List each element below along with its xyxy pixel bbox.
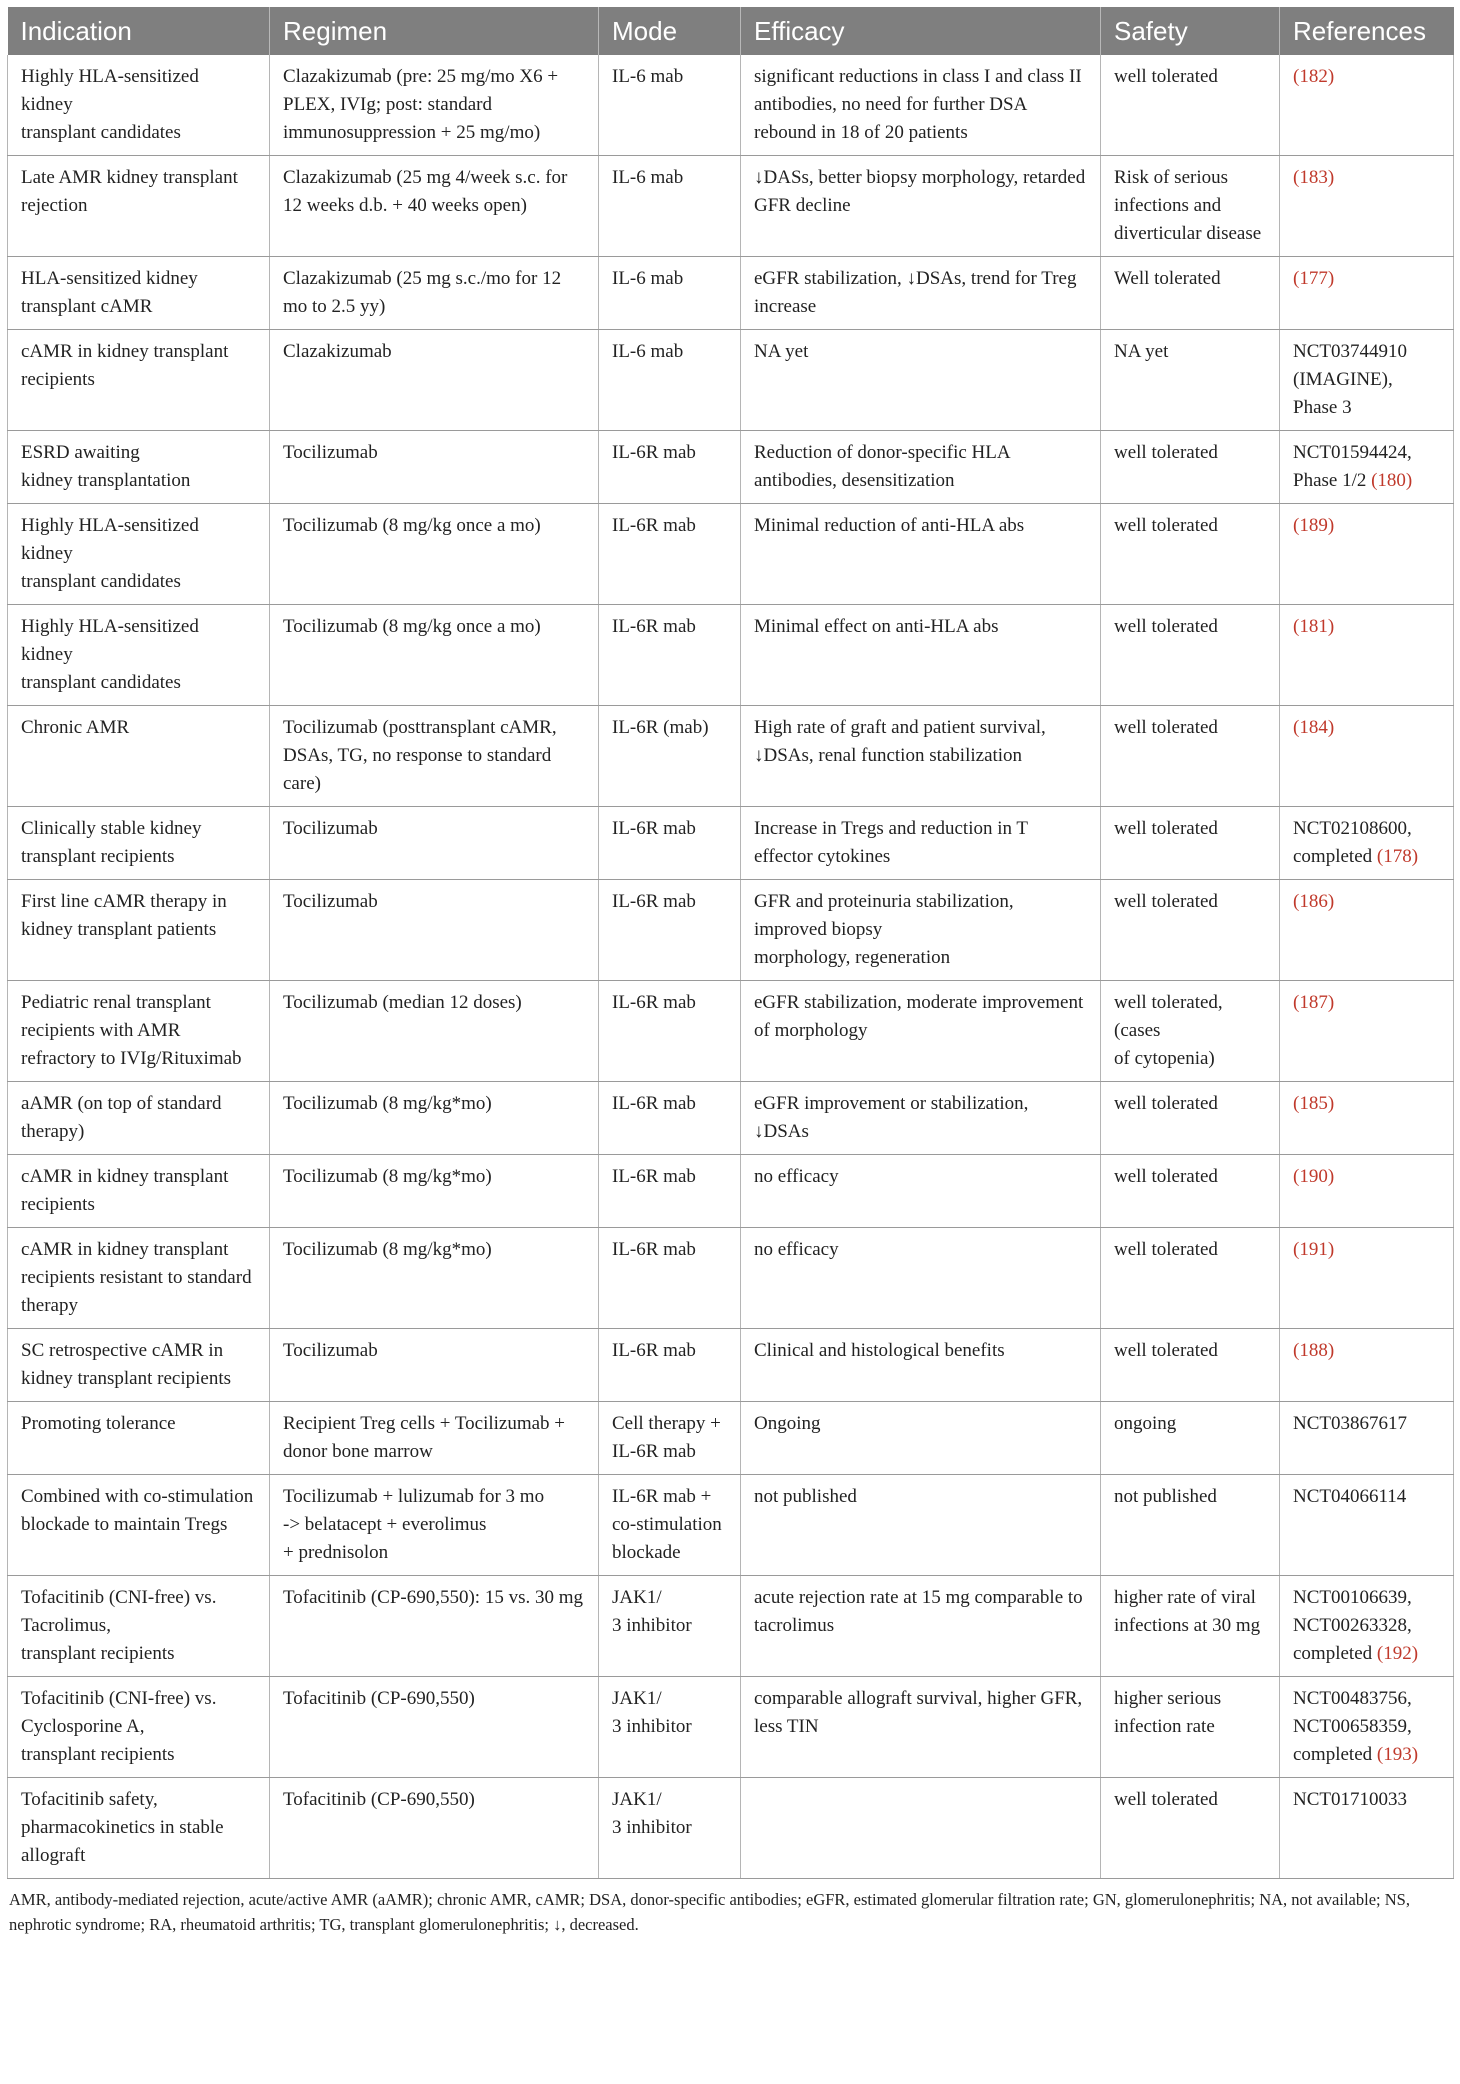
cell-indication: Late AMR kidney transplant rejection: [8, 156, 270, 257]
cell-regimen: Tocilizumab (8 mg/kg once a mo): [270, 605, 599, 706]
cell-indication: Highly HLA-sensitized kidney transplant candidates: [8, 55, 270, 156]
cell-regimen: Tofacitinib (CP-690,550): [270, 1778, 599, 1879]
cell-mode: IL-6R mab: [599, 981, 741, 1082]
header-references: References: [1280, 7, 1454, 55]
cell-references: [1280, 1228, 1454, 1329]
cell-references: [1280, 1576, 1454, 1677]
table-row: [8, 1778, 1454, 1879]
cell-safety: well tolerated: [1101, 1155, 1280, 1228]
cell-mode: IL-6 mab: [599, 55, 741, 156]
cell-regimen: Tofacitinib (CP-690,550): 15 vs. 30 mg: [270, 1576, 599, 1677]
reference-text: NCT00106639, NCT00263328, completed: [1293, 1587, 1412, 1664]
cell-references: [1280, 1402, 1454, 1475]
reference-link[interactable]: (177): [1293, 268, 1335, 289]
cell-safety: well tolerated: [1101, 880, 1280, 981]
cell-indication: Highly HLA-sensitized kidney transplant candidates: [8, 605, 270, 706]
cell-mode: IL-6R mab: [599, 1228, 741, 1329]
reference-text: NCT04066114: [1293, 1486, 1407, 1507]
reference-link[interactable]: (193): [1376, 1744, 1419, 1765]
reference-link[interactable]: (178): [1376, 846, 1419, 867]
cell-mode: IL-6R mab: [599, 1155, 741, 1228]
table-row: [8, 1082, 1454, 1155]
cell-mode: IL-6 mab: [599, 257, 741, 330]
cell-references: [1280, 504, 1454, 605]
cell-regimen: Tocilizumab (8 mg/kg once a mo): [270, 504, 599, 605]
table-footnote: AMR, antibody-mediated rejection, acute/active AMR (aAMR); chronic AMR, cAMR; DSA, donor-specific antibodies; eGFR, estimated glomerular filtration rate; GN, glomerulonephritis; NA, not available; NS, nephrotic syndrome; RA, rheumatoid arthritis; TG, transplant glomerulonephritis; ↓, decreased.: [9, 1890, 1410, 1934]
table-row: [8, 156, 1454, 257]
cell-regimen: Tocilizumab (posttransplant cAMR, DSAs, TG, no response to standard care): [270, 706, 599, 807]
cell-references: [1280, 330, 1454, 431]
table-body: [8, 55, 1454, 1879]
cell-regimen: Tocilizumab (8 mg/kg*mo): [270, 1228, 599, 1329]
cell-indication: cAMR in kidney transplant recipients: [8, 1155, 270, 1228]
cell-references: [1280, 431, 1454, 504]
cell-indication: First line cAMR therapy in kidney transplant patients: [8, 880, 270, 981]
cell-indication: Highly HLA-sensitized kidney transplant candidates: [8, 504, 270, 605]
cell-references: [1280, 1155, 1454, 1228]
cell-references: [1280, 257, 1454, 330]
reference-link[interactable]: (182): [1293, 66, 1335, 87]
cell-safety: well tolerated: [1101, 55, 1280, 156]
cell-indication: cAMR in kidney transplant recipients resistant to standard therapy: [8, 1228, 270, 1329]
cell-references: [1280, 1475, 1454, 1576]
table-row: [8, 1329, 1454, 1402]
cell-regimen: Clazakizumab (pre: 25 mg/mo X6 + PLEX, IVIg; post: standard immunosuppression + 25 mg/mo): [270, 55, 599, 156]
reference-link[interactable]: (181): [1293, 616, 1335, 637]
cell-efficacy: GFR and proteinuria stabilization, improved biopsy morphology, regeneration: [741, 880, 1101, 981]
cell-regimen: Tocilizumab: [270, 431, 599, 504]
cell-safety: well tolerated: [1101, 1778, 1280, 1879]
cell-mode: IL-6R mab: [599, 504, 741, 605]
cell-efficacy: eGFR stabilization, moderate improvement of morphology: [741, 981, 1101, 1082]
cell-mode: IL-6 mab: [599, 156, 741, 257]
header-indication: Indication: [8, 7, 270, 55]
header-efficacy: Efficacy: [741, 7, 1101, 55]
table-row: [8, 1402, 1454, 1475]
cell-indication: cAMR in kidney transplant recipients: [8, 330, 270, 431]
cell-references: [1280, 880, 1454, 981]
cell-mode: IL-6R mab: [599, 1082, 741, 1155]
cell-indication: ESRD awaiting kidney transplantation: [8, 431, 270, 504]
reference-text: NCT01710033: [1293, 1789, 1407, 1810]
cell-efficacy: eGFR improvement or stabilization, ↓DSAs: [741, 1082, 1101, 1155]
cell-regimen: Clazakizumab: [270, 330, 599, 431]
cell-references: [1280, 1082, 1454, 1155]
cell-regimen: Clazakizumab (25 mg 4/week s.c. for 12 weeks d.b. + 40 weeks open): [270, 156, 599, 257]
reference-link[interactable]: (191): [1293, 1239, 1335, 1260]
cell-indication: aAMR (on top of standard therapy): [8, 1082, 270, 1155]
cell-mode: IL-6 mab: [599, 330, 741, 431]
reference-text: NCT00483756, NCT00658359, completed: [1293, 1688, 1412, 1765]
header-regimen: Regimen: [270, 7, 599, 55]
cell-safety: well tolerated: [1101, 807, 1280, 880]
table-row: [8, 1228, 1454, 1329]
cell-regimen: Clazakizumab (25 mg s.c./mo for 12 mo to 2.5 yy): [270, 257, 599, 330]
cell-efficacy: Clinical and histological benefits: [741, 1329, 1101, 1402]
reference-link[interactable]: (190): [1293, 1166, 1335, 1187]
table-row: [8, 706, 1454, 807]
table-container: [7, 7, 1453, 1937]
cell-mode: IL-6R (mab): [599, 706, 741, 807]
cell-efficacy: Reduction of donor-specific HLA antibodies, desensitization: [741, 431, 1101, 504]
reference-text: NCT02108600, completed: [1293, 818, 1412, 867]
cell-safety: well tolerated: [1101, 1228, 1280, 1329]
cell-mode: JAK1/ 3 inhibitor: [599, 1576, 741, 1677]
reference-link[interactable]: (180): [1371, 470, 1413, 491]
cell-regimen: Tocilizumab: [270, 880, 599, 981]
cell-references: [1280, 156, 1454, 257]
cell-efficacy: not published: [741, 1475, 1101, 1576]
table-row: [8, 1677, 1454, 1778]
cell-efficacy: acute rejection rate at 15 mg comparable to tacrolimus: [741, 1576, 1101, 1677]
table-row: [8, 981, 1454, 1082]
cell-indication: Pediatric renal transplant recipients with AMR refractory to IVIg/Rituximab: [8, 981, 270, 1082]
cell-references: [1280, 1329, 1454, 1402]
table-row: [8, 1576, 1454, 1677]
cell-efficacy: ↓DASs, better biopsy morphology, retarded GFR decline: [741, 156, 1101, 257]
cell-safety: Risk of serious infections and diverticular disease: [1101, 156, 1280, 257]
cell-regimen: Tocilizumab (8 mg/kg*mo): [270, 1155, 599, 1228]
cell-regimen: Tocilizumab: [270, 807, 599, 880]
reference-link[interactable]: (186): [1293, 891, 1335, 912]
reference-link[interactable]: (189): [1293, 515, 1335, 536]
cell-references: [1280, 807, 1454, 880]
cell-efficacy: Increase in Tregs and reduction in T effector cytokines: [741, 807, 1101, 880]
cell-safety: well tolerated: [1101, 504, 1280, 605]
table-row: [8, 257, 1454, 330]
cell-references: [1280, 706, 1454, 807]
cell-safety: Well tolerated: [1101, 257, 1280, 330]
cell-regimen: Tocilizumab: [270, 1329, 599, 1402]
table-row: [8, 431, 1454, 504]
cell-references: [1280, 981, 1454, 1082]
table-row: [8, 880, 1454, 981]
cell-mode: IL-6R mab + co-stimulation blockade: [599, 1475, 741, 1576]
cell-safety: well tolerated: [1101, 605, 1280, 706]
header-safety: Safety: [1101, 7, 1280, 55]
table-row: [8, 1475, 1454, 1576]
cell-references: [1280, 1677, 1454, 1778]
table-row: [8, 605, 1454, 706]
cell-indication: Chronic AMR: [8, 706, 270, 807]
table-row: [8, 807, 1454, 880]
reference-link[interactable]: (183): [1293, 167, 1335, 188]
reference-link[interactable]: (192): [1376, 1643, 1419, 1664]
table-row: [8, 330, 1454, 431]
table-row: [8, 1155, 1454, 1228]
reference-link[interactable]: (187): [1293, 992, 1335, 1013]
cell-efficacy: no efficacy: [741, 1228, 1101, 1329]
cell-regimen: Recipient Treg cells + Tocilizumab + donor bone marrow: [270, 1402, 599, 1475]
cell-indication: Tofacitinib (CNI-free) vs. Tacrolimus, transplant recipients: [8, 1576, 270, 1677]
cell-indication: Clinically stable kidney transplant recipients: [8, 807, 270, 880]
cell-efficacy: comparable allograft survival, higher GFR, less TIN: [741, 1677, 1101, 1778]
cell-efficacy: High rate of graft and patient survival, ↓DSAs, renal function stabilization: [741, 706, 1101, 807]
cell-mode: Cell therapy + IL-6R mab: [599, 1402, 741, 1475]
cell-safety: ongoing: [1101, 1402, 1280, 1475]
cell-efficacy: Minimal effect on anti-HLA abs: [741, 605, 1101, 706]
cell-references: [1280, 55, 1454, 156]
table-row: [8, 55, 1454, 156]
cell-safety: NA yet: [1101, 330, 1280, 431]
data-table: [7, 7, 1454, 1879]
cell-safety: not published: [1101, 1475, 1280, 1576]
cell-safety: well tolerated, (cases of cytopenia): [1101, 981, 1280, 1082]
table-row: [8, 504, 1454, 605]
cell-regimen: Tocilizumab (median 12 doses): [270, 981, 599, 1082]
cell-mode: IL-6R mab: [599, 1329, 741, 1402]
cell-efficacy: eGFR stabilization, ↓DSAs, trend for Treg increase: [741, 257, 1101, 330]
cell-efficacy: [741, 1778, 1101, 1879]
cell-mode: JAK1/ 3 inhibitor: [599, 1677, 741, 1778]
cell-safety: higher serious infection rate: [1101, 1677, 1280, 1778]
reference-link[interactable]: (185): [1293, 1093, 1335, 1114]
cell-indication: Promoting tolerance: [8, 1402, 270, 1475]
header-mode: Mode: [599, 7, 741, 55]
cell-efficacy: Ongoing: [741, 1402, 1101, 1475]
cell-mode: IL-6R mab: [599, 880, 741, 981]
cell-indication: HLA-sensitized kidney transplant cAMR: [8, 257, 270, 330]
cell-efficacy: significant reductions in class I and class II antibodies, no need for further DSA rebound in 18 of 20 patients: [741, 55, 1101, 156]
cell-safety: well tolerated: [1101, 1329, 1280, 1402]
cell-efficacy: no efficacy: [741, 1155, 1101, 1228]
cell-indication: Tofacitinib safety, pharmacokinetics in stable allograft: [8, 1778, 270, 1879]
cell-mode: IL-6R mab: [599, 807, 741, 880]
reference-text: NCT03744910 (IMAGINE), Phase 3: [1293, 341, 1407, 418]
cell-regimen: Tocilizumab (8 mg/kg*mo): [270, 1082, 599, 1155]
cell-efficacy: Minimal reduction of anti-HLA abs: [741, 504, 1101, 605]
reference-link[interactable]: (188): [1293, 1340, 1335, 1361]
cell-indication: SC retrospective cAMR in kidney transplant recipients: [8, 1329, 270, 1402]
cell-regimen: Tofacitinib (CP-690,550): [270, 1677, 599, 1778]
cell-mode: IL-6R mab: [599, 605, 741, 706]
cell-mode: JAK1/ 3 inhibitor: [599, 1778, 741, 1879]
cell-indication: Tofacitinib (CNI-free) vs. Cyclosporine A, transplant recipients: [8, 1677, 270, 1778]
reference-text: NCT03867617: [1293, 1413, 1407, 1434]
cell-mode: IL-6R mab: [599, 431, 741, 504]
cell-regimen: Tocilizumab + lulizumab for 3 mo -> belatacept + everolimus + prednisolon: [270, 1475, 599, 1576]
cell-safety: well tolerated: [1101, 431, 1280, 504]
cell-safety: well tolerated: [1101, 1082, 1280, 1155]
header-row: [8, 7, 1454, 55]
cell-efficacy: NA yet: [741, 330, 1101, 431]
reference-text: NCT01594424, Phase 1/2: [1293, 442, 1412, 491]
reference-link[interactable]: (184): [1293, 717, 1335, 738]
cell-references: [1280, 1778, 1454, 1879]
cell-safety: well tolerated: [1101, 706, 1280, 807]
cell-indication: Combined with co-stimulation blockade to maintain Tregs: [8, 1475, 270, 1576]
cell-references: [1280, 605, 1454, 706]
cell-safety: higher rate of viral infections at 30 mg: [1101, 1576, 1280, 1677]
